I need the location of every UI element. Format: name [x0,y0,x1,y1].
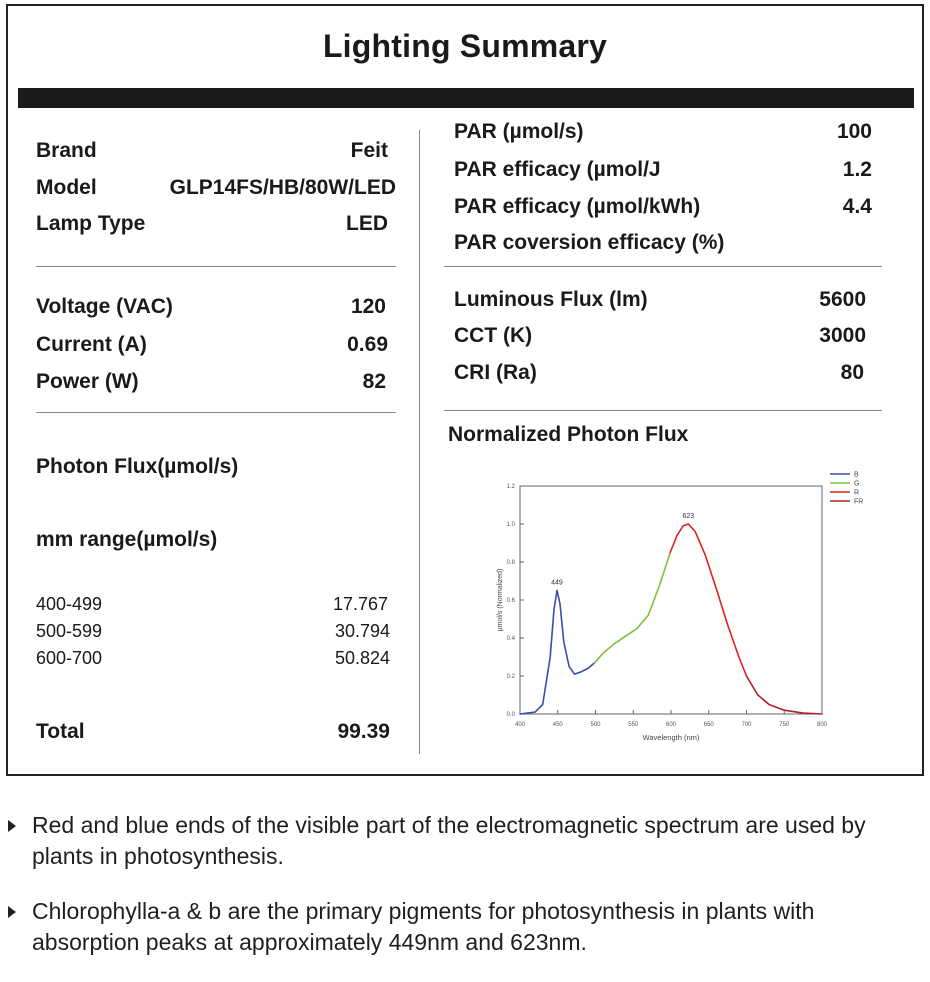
x-tick-label: 500 [590,722,601,728]
photon-flux-chart [474,462,894,758]
left-divider-1 [36,266,396,267]
x-axis-label: Wavelength (nm) [642,733,700,742]
power-label: Power (W) [36,370,139,393]
brand-value: Feit [350,139,388,162]
model-label: Model [36,176,97,199]
bullet-triangle-icon [8,820,16,832]
y-tick-label: 0.2 [506,674,515,680]
photon-flux-chart-svg [474,462,894,758]
y-tick-label: 0.0 [506,712,515,718]
note-item [8,810,922,872]
range-value: 17.767 [332,594,388,614]
par-efficacy-kwh-label: PAR efficacy (µmol/kWh) [454,195,701,218]
peak-label: 449 [551,579,563,587]
left-divider-2 [36,412,396,413]
lamp-type-label: Lamp Type [36,212,146,235]
par-efficacy-kwh-value: 4.4 [842,195,872,218]
cct-label: CCT (K) [454,324,533,347]
x-tick-label: 750 [779,722,790,728]
par-value: 100 [836,120,872,143]
brand-label: Brand [36,139,97,162]
total-label: Total [36,720,85,743]
legend-label-b: B [854,471,859,479]
peak-label: 623 [682,513,695,520]
series-line-fr [747,676,823,714]
par-conversion-label: PAR coversion efficacy (%) [454,231,725,254]
chart-heading: Normalized Photon Flux [448,423,689,446]
y-tick-label: 1.0 [506,522,515,528]
x-tick-label: 800 [816,722,828,728]
notes-list [8,810,922,982]
x-tick-label: 600 [665,722,677,728]
range-label: 600-700 [36,648,103,668]
right-divider-2 [444,410,882,411]
x-tick-label: 700 [741,722,752,728]
voltage-value: 120 [350,295,386,318]
range-label: 400-499 [36,594,103,614]
note-text: Chlorophylla-a & b are the primary pigments for photosynthesis in plants with absorption peaks at approximately 449nm and 623nm. [32,898,815,955]
series-line-b [520,591,595,715]
cri-label: CRI (Ra) [454,361,537,384]
luminous-flux-value: 5600 [819,288,866,311]
y-axis-label: μmol/s (Normalized) [497,568,504,632]
model-value: GLP14FS/HB/80W/LED [169,176,396,199]
cct-value: 3000 [819,324,866,347]
range-value: 50.824 [334,648,390,668]
note-item [8,896,922,958]
y-tick-label: 0.6 [506,598,515,604]
range-heading: mm range(µmol/s) [36,528,218,551]
legend-label-g: G [854,480,860,488]
series-line-r [670,524,746,676]
title-divider-bar [18,88,914,108]
legend-label-fr: FR [854,498,864,506]
series-line-g [595,553,671,663]
page-title: Lighting Summary [322,28,608,64]
column-divider [419,130,420,754]
bullet-triangle-icon [8,906,16,918]
photon-flux-heading: Photon Flux(µmol/s) [36,455,239,478]
luminous-flux-label: Luminous Flux (lm) [454,288,648,311]
y-tick-label: 1.2 [506,484,515,490]
par-efficacy-j-value: 1.2 [842,158,872,181]
right-divider-1 [444,266,882,267]
par-label: PAR (µmol/s) [454,120,584,143]
x-tick-label: 450 [552,722,563,728]
y-tick-label: 0.8 [506,560,515,566]
y-tick-label: 0.4 [506,636,515,642]
range-label: 500-599 [36,621,103,641]
x-tick-label: 650 [703,722,714,728]
note-text: Red and blue ends of the visible part of the electromagnetic spectrum are used by plants in photosynthesis. [32,812,866,869]
power-value: 82 [362,370,386,393]
total-value: 99.39 [337,720,390,743]
voltage-label: Voltage (VAC) [36,295,173,318]
current-label: Current (A) [36,333,147,356]
legend-label-r: R [854,489,860,497]
current-value: 0.69 [347,333,388,356]
lamp-type-value: LED [346,212,388,235]
range-value: 30.794 [334,621,390,641]
x-tick-label: 400 [514,722,526,728]
cri-value: 80 [840,361,864,384]
par-efficacy-j-label: PAR efficacy (µmol/J [454,158,661,181]
plot-frame [520,486,822,714]
x-tick-label: 550 [628,722,639,728]
